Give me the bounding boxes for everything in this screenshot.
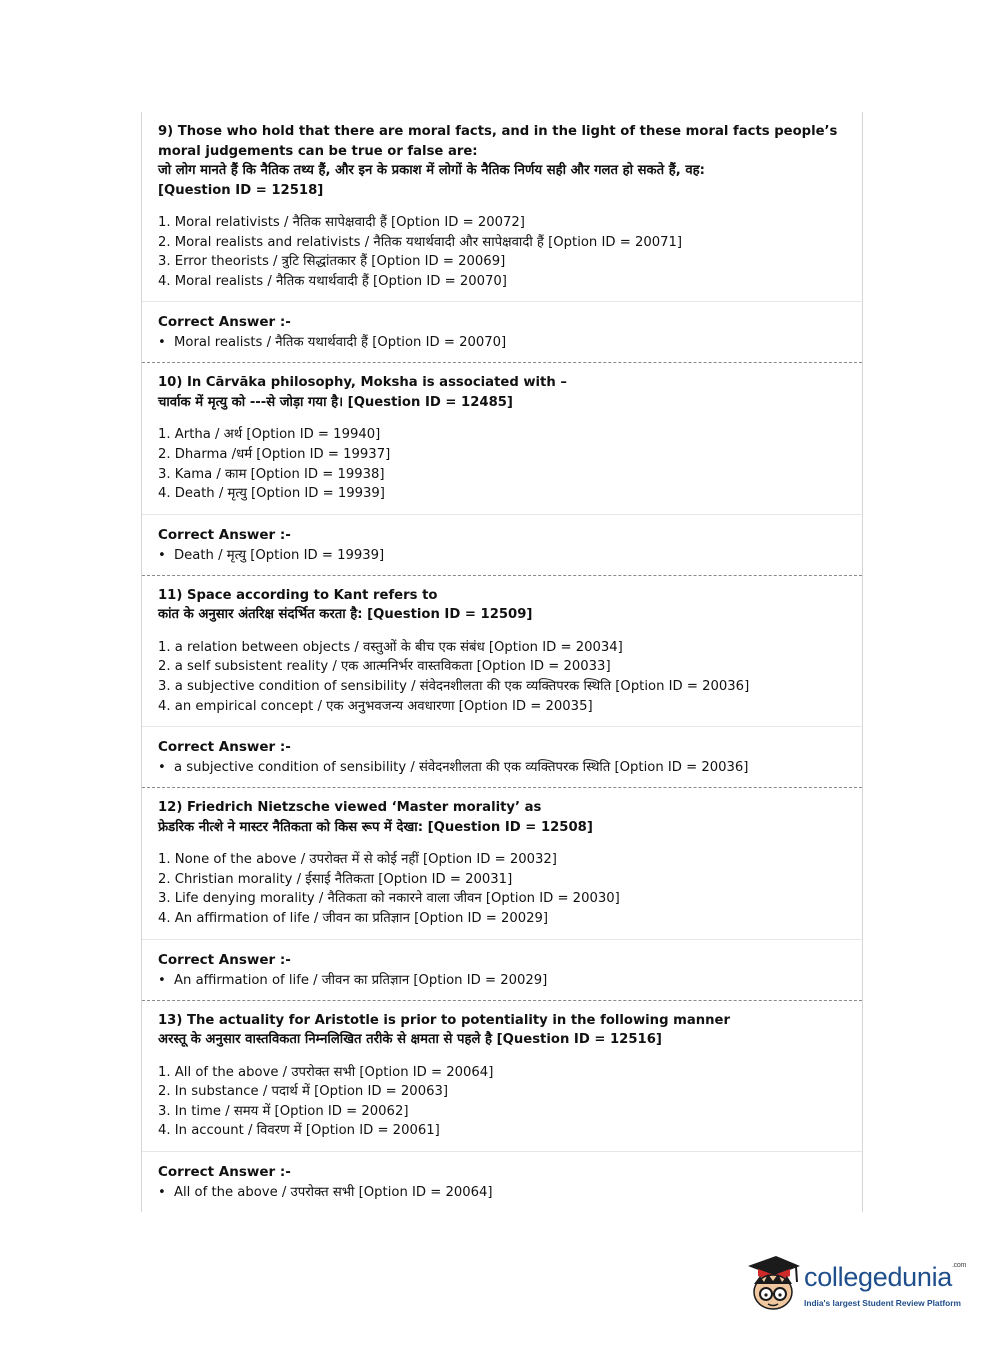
bullet-icon: • xyxy=(158,1184,166,1200)
correct-answer-text: Moral realists / नैतिक यथार्थवादी हैं [Option ID = 20070] xyxy=(174,335,507,351)
question-part xyxy=(142,576,862,727)
answer-part xyxy=(142,302,862,362)
answer-part xyxy=(142,515,862,575)
correct-answer-label: Correct Answer :- xyxy=(158,739,291,756)
option-item: 1. Moral relativists / नैतिक सापेक्षवादी हैं [Option ID = 20072] xyxy=(158,215,525,230)
option-item: 3. Kama / काम [Option ID = 19938] xyxy=(158,466,385,482)
correct-answer-label: Correct Answer :- xyxy=(158,526,291,543)
question-part xyxy=(142,788,862,939)
graduate-mascot-icon xyxy=(742,1252,802,1314)
bullet-icon: • xyxy=(158,335,166,351)
question-block xyxy=(142,788,862,1000)
options-list xyxy=(158,425,852,503)
question-hindi: चार्वाक में मृत्यु को ---से जोड़ा गया है। [Question ID = 12485] xyxy=(158,394,513,410)
question-paper xyxy=(141,112,863,1212)
options-list xyxy=(158,213,852,291)
question-title: 10) In Cārvāka philosophy, Moksha is associated with – xyxy=(158,375,567,391)
question-part xyxy=(142,112,862,302)
correct-answer-text: Death / मृत्यु [Option ID = 19939] xyxy=(174,547,385,563)
question-hindi: कांत के अनुसार अंतरिक्ष संदर्भित करता है: [Question ID = 12509] xyxy=(158,607,533,623)
question-hindi: अरस्तू के अनुसार वास्तविकता निम्नलिखित तरीके से क्षमता से पहले है [Question ID = 12516] xyxy=(158,1032,662,1047)
option-item: 4. Death / मृत्यु [Option ID = 19939] xyxy=(158,486,385,502)
correct-answer xyxy=(158,757,852,779)
option-item: 1. Artha / अर्थ [Option ID = 19940] xyxy=(158,427,381,443)
brand-text: collegedunia xyxy=(804,1262,953,1292)
option-item: 1. All of the above / उपरोक्त सभी [Option ID = 20064] xyxy=(158,1064,494,1080)
question-id: [Question ID = 12518] xyxy=(158,182,324,198)
option-item: 4. In account / विवरण में [Option ID = 20061] xyxy=(158,1123,440,1139)
question-block xyxy=(142,112,862,363)
option-item: 2. In substance / पदार्थ में [Option ID = 20063] xyxy=(158,1084,449,1100)
correct-answer-label: Correct Answer :- xyxy=(158,951,291,968)
correct-answer xyxy=(158,545,852,567)
bullet-icon: • xyxy=(158,760,166,776)
option-item: 3. Error theorists / त्रुटि सिद्धांतकार हैं [Option ID = 20069] xyxy=(158,254,506,270)
option-item: 4. An affirmation of life / जीवन का प्रतिज्ञान [Option ID = 20029] xyxy=(158,910,549,926)
question-hindi: जो लोग मानते हैं कि नैतिक तथ्य हैं, और इन के प्रकाश में लोगों के नैतिक निर्णय सही और गलत हो सकते हैं, वह: xyxy=(158,163,705,178)
option-item: 1. a relation between objects / वस्तुओं के बीच एक संबंध [Option ID = 20034] xyxy=(158,639,623,655)
question-title: 11) Space according to Kant refers to xyxy=(158,587,438,603)
question-title: 12) Friedrich Nietzsche viewed ‘Master morality’ as xyxy=(158,800,542,816)
options-list xyxy=(158,638,852,716)
question-title: 9) Those who hold that there are moral facts, and in the light of these moral facts people’s moral judgements can be true or false are: xyxy=(158,124,838,159)
question-block xyxy=(142,576,862,788)
option-item: 3. Life denying morality / नैतिकता को नकारने वाला जीवन [Option ID = 20030] xyxy=(158,891,620,907)
bullet-icon: • xyxy=(158,972,166,988)
brand-tagline: India's largest Student Review Platform xyxy=(804,1298,961,1308)
option-item: 4. Moral realists / नैतिक यथार्थवादी हैं [Option ID = 20070] xyxy=(158,273,507,289)
correct-answer-text: An affirmation of life / जीवन का प्रतिज्ञान [Option ID = 20029] xyxy=(174,972,548,988)
question-part xyxy=(142,363,862,514)
correct-answer-label: Correct Answer :- xyxy=(158,314,291,331)
option-item: 4. an empirical concept / एक अनुभवजन्य अवधारणा [Option ID = 20035] xyxy=(158,698,593,714)
option-item: 2. Moral realists and relativists / नैतिक यथार्थवादी और सापेक्षवादी हैं [Option ID = 20071] xyxy=(158,234,683,250)
correct-answer xyxy=(158,970,852,992)
correct-answer-text: a subjective condition of sensibility / संवेदनशीलता की एक व्यक्तिपरक स्थिति [Option ID = 20036] xyxy=(174,760,749,776)
answer-part xyxy=(142,1152,862,1212)
question-block xyxy=(142,1001,862,1212)
correct-answer-label: Correct Answer :- xyxy=(158,1163,291,1180)
question-block xyxy=(142,363,862,575)
options-list xyxy=(158,850,852,928)
question-title: 13) The actuality for Aristotle is prior to potentiality in the following manner xyxy=(158,1012,730,1028)
option-item: 3. In time / समय में [Option ID = 20062] xyxy=(158,1103,409,1119)
correct-answer-text: All of the above / उपरोक्त सभी [Option ID = 20064] xyxy=(174,1184,493,1200)
correct-answer xyxy=(158,332,852,354)
option-item: 1. None of the above / उपरोक्त में से कोई नहीं [Option ID = 20032] xyxy=(158,852,557,868)
option-item: 3. a subjective condition of sensibility / संवेदनशीलता की एक व्यक्तिपरक स्थिति [Option ID = 20036] xyxy=(158,678,750,694)
option-item: 2. Christian morality / ईसाई नैतिकता [Option ID = 20031] xyxy=(158,871,513,887)
option-item: 2. Dharma /धर्म [Option ID = 19937] xyxy=(158,446,391,462)
collegedunia-logo xyxy=(742,1252,968,1318)
correct-answer xyxy=(158,1182,852,1204)
answer-part xyxy=(142,940,862,1000)
bullet-icon: • xyxy=(158,547,166,563)
answer-part xyxy=(142,727,862,787)
brand-name xyxy=(804,1262,966,1293)
question-part xyxy=(142,1001,862,1152)
brand-suffix: .com xyxy=(952,1262,967,1269)
option-item: 2. a self subsistent reality / एक आत्मनिर्भर वास्तविकता [Option ID = 20033] xyxy=(158,659,611,675)
options-list xyxy=(158,1063,852,1141)
question-hindi: फ्रेडरिक नीत्शे ने मास्टर नैतिकता को किस रूप में देखा: [Question ID = 12508] xyxy=(158,819,593,835)
